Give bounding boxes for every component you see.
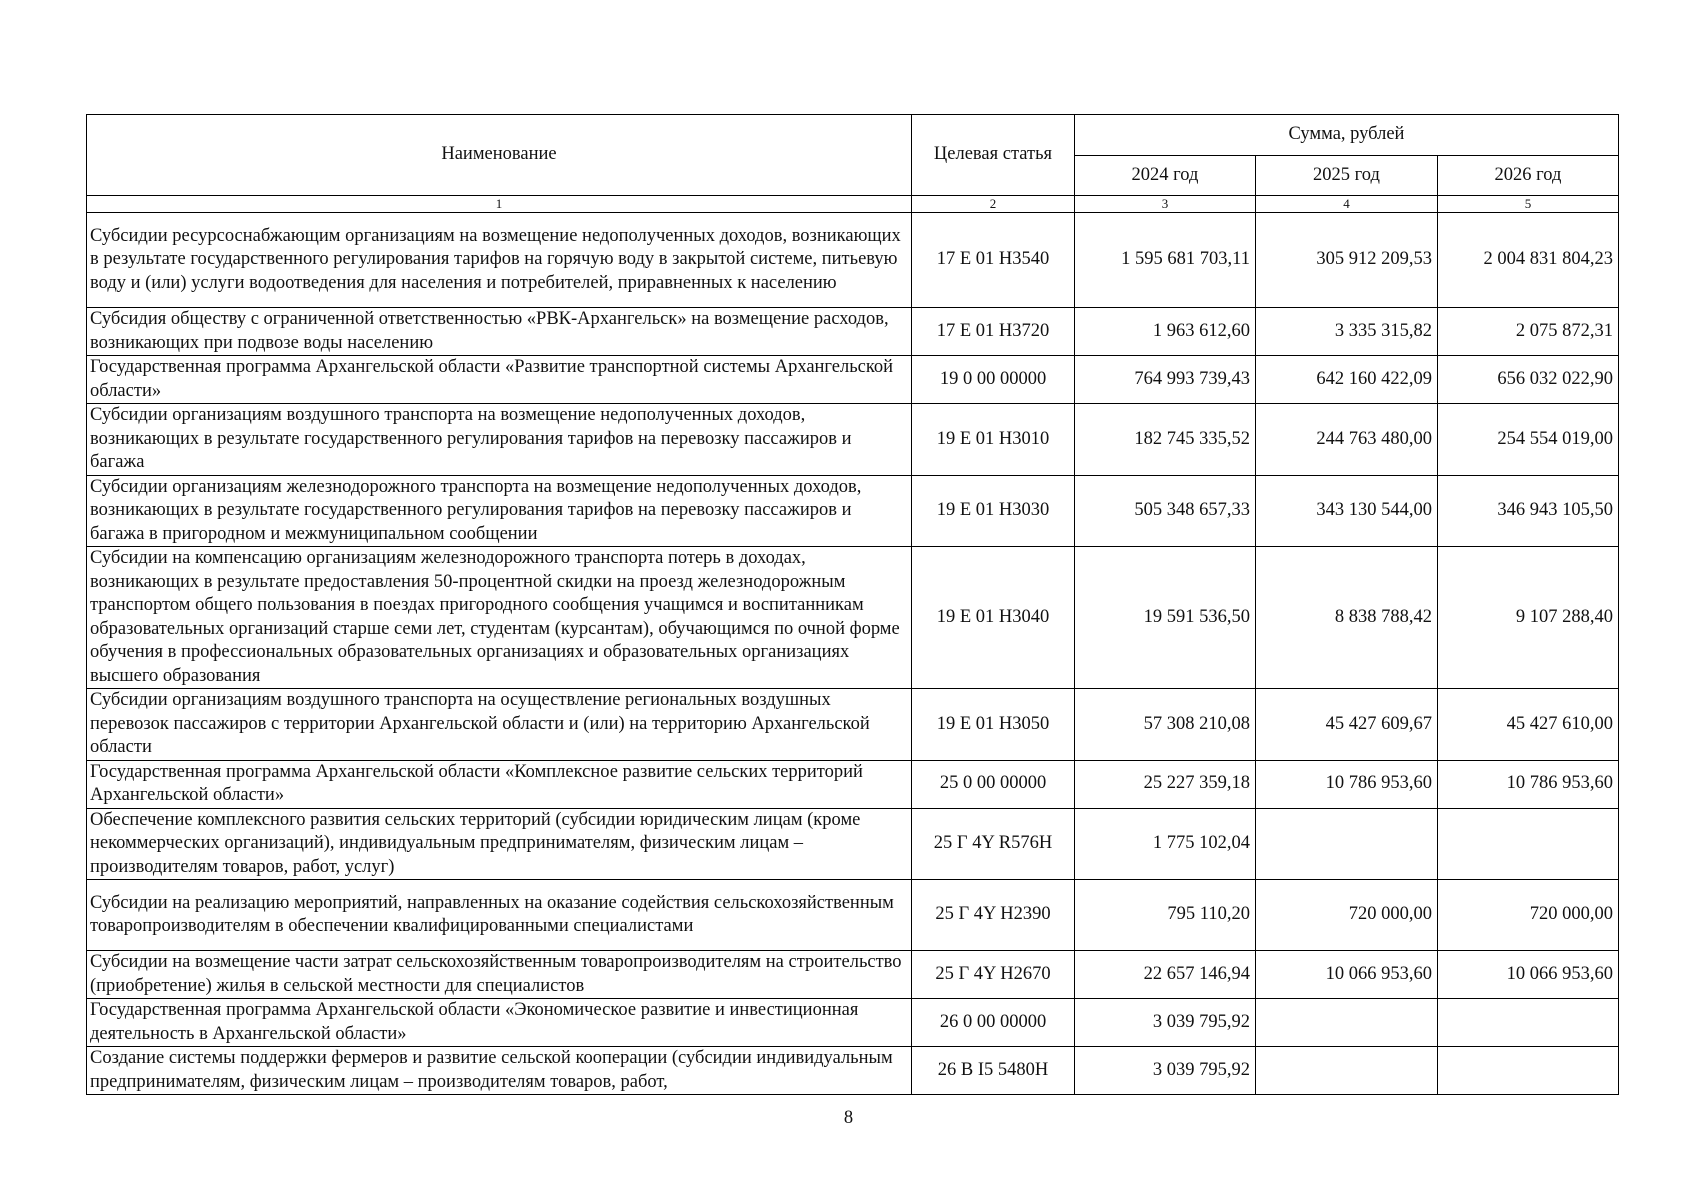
row-amount-2024: 25 227 359,18 (1075, 760, 1256, 808)
row-amount-2026: 2 075 872,31 (1438, 308, 1619, 356)
row-name: Субсидии на возмещение части затрат сельскохозяйственным товаропроизводителям на строительство (приобретение) жилья в сельской местности для специалистов (87, 951, 912, 999)
row-amount-2026 (1438, 808, 1619, 880)
row-amount-2026: 2 004 831 804,23 (1438, 213, 1619, 308)
row-amount-2025: 45 427 609,67 (1256, 689, 1438, 761)
row-code: 25 Г 4Y Н2670 (912, 951, 1075, 999)
row-name: Субсидии организациям железнодорожного транспорта на возмещение недополученных доходов, возникающих в результате государственного регулирования тарифов на перевозку пассажиров и багажа в пригородном и межмуниципальном сообщении (87, 475, 912, 547)
row-amount-2025: 720 000,00 (1256, 880, 1438, 951)
header-year-2025: 2025 год (1256, 156, 1438, 196)
row-code: 19 0 00 00000 (912, 356, 1075, 404)
header-sum: Сумма, рублей (1075, 115, 1619, 156)
row-code: 25 0 00 00000 (912, 760, 1075, 808)
table-row (87, 999, 1619, 1047)
row-amount-2025: 244 763 480,00 (1256, 404, 1438, 476)
row-amount-2024: 1 775 102,04 (1075, 808, 1256, 880)
header-year-2024: 2024 год (1075, 156, 1256, 196)
row-amount-2024: 505 348 657,33 (1075, 475, 1256, 547)
row-amount-2025 (1256, 999, 1438, 1047)
row-amount-2026: 346 943 105,50 (1438, 475, 1619, 547)
row-code: 19 Е 01 Н3030 (912, 475, 1075, 547)
row-code: 25 Г 4Y R576Н (912, 808, 1075, 880)
row-code: 19 Е 01 Н3040 (912, 547, 1075, 689)
table-row (87, 808, 1619, 880)
row-code: 17 Е 01 Н3540 (912, 213, 1075, 308)
row-amount-2024: 22 657 146,94 (1075, 951, 1256, 999)
row-name: Субсидии на компенсацию организациям железнодорожного транспорта потерь в доходах, возникающих в результате предоставления 50-процентной скидки на проезд железнодорожным транспортом общего пользования в поездах пригородного сообщения учащимся и воспитанникам образовательных организаций старше семи лет, студентам (курсантам), обучающимся по очной форме обучения в профессиональных образовательных организациях и образовательных организациях высшего образования (87, 547, 912, 689)
row-name: Обеспечение комплексного развития сельских территорий (субсидии юридическим лицам (кроме некоммерческих организаций), индивидуальным предпринимателям, физическим лицам – производителям товаров, работ, услуг) (87, 808, 912, 880)
table-row (87, 213, 1619, 308)
row-amount-2024: 182 745 335,52 (1075, 404, 1256, 476)
budget-table (86, 114, 1619, 1095)
row-amount-2024: 795 110,20 (1075, 880, 1256, 951)
row-amount-2024: 57 308 210,08 (1075, 689, 1256, 761)
row-code: 26 0 00 00000 (912, 999, 1075, 1047)
table-row (87, 356, 1619, 404)
row-amount-2024: 19 591 536,50 (1075, 547, 1256, 689)
table-row (87, 547, 1619, 689)
row-amount-2024: 764 993 739,43 (1075, 356, 1256, 404)
table-row (87, 308, 1619, 356)
row-code: 25 Г 4Y Н2390 (912, 880, 1075, 951)
row-amount-2026: 45 427 610,00 (1438, 689, 1619, 761)
row-amount-2025 (1256, 808, 1438, 880)
row-amount-2024: 3 039 795,92 (1075, 1047, 1256, 1095)
row-amount-2025: 343 130 544,00 (1256, 475, 1438, 547)
row-amount-2025: 642 160 422,09 (1256, 356, 1438, 404)
row-code: 26 В I5 5480Н (912, 1047, 1075, 1095)
column-index: 2 (912, 196, 1075, 213)
row-amount-2025: 305 912 209,53 (1256, 213, 1438, 308)
table-row (87, 880, 1619, 951)
row-amount-2026: 720 000,00 (1438, 880, 1619, 951)
row-name: Создание системы поддержки фермеров и развитие сельской кооперации (субсидии индивидуальным предпринимателям, физическим лицам – производителям товаров, работ, (87, 1047, 912, 1095)
row-code: 17 Е 01 Н3720 (912, 308, 1075, 356)
table-row (87, 1047, 1619, 1095)
page-number: 8 (843, 1108, 854, 1128)
row-amount-2024: 1 595 681 703,11 (1075, 213, 1256, 308)
row-name: Государственная программа Архангельской области «Развитие транспортной системы Архангельской области» (87, 356, 912, 404)
row-name: Субсидии ресурсоснабжающим организациям на возмещение недополученных доходов, возникающих в результате государственного регулирования тарифов на горячую воду в закрытой системе, питьевую воду и (или) услуги водоотведения для населения и потребителей, приравненных к населению (87, 213, 912, 308)
table-row (87, 404, 1619, 476)
row-amount-2025: 10 786 953,60 (1256, 760, 1438, 808)
table-row (87, 689, 1619, 761)
row-name: Субсидии организациям воздушного транспорта на возмещение недополученных доходов, возникающих в результате государственного регулирования тарифов на перевозку пассажиров и багажа (87, 404, 912, 476)
row-name: Субсидии организациям воздушного транспорта на осуществление региональных воздушных перевозок пассажиров с территории Архангельской области и (или) на территорию Архангельской области (87, 689, 912, 761)
row-name: Государственная программа Архангельской области «Комплексное развитие сельских территорий Архангельской области» (87, 760, 912, 808)
row-name: Государственная программа Архангельской области «Экономическое развитие и инвестиционная деятельность в Архангельской области» (87, 999, 912, 1047)
row-amount-2026: 10 786 953,60 (1438, 760, 1619, 808)
row-amount-2026: 656 032 022,90 (1438, 356, 1619, 404)
row-amount-2026 (1438, 999, 1619, 1047)
row-code: 19 Е 01 Н3010 (912, 404, 1075, 476)
header-year-2026: 2026 год (1438, 156, 1619, 196)
column-index: 4 (1256, 196, 1438, 213)
row-amount-2025: 10 066 953,60 (1256, 951, 1438, 999)
header-code: Целевая статья (912, 115, 1075, 196)
row-amount-2026 (1438, 1047, 1619, 1095)
column-index: 3 (1075, 196, 1256, 213)
table-row (87, 760, 1619, 808)
row-amount-2024: 1 963 612,60 (1075, 308, 1256, 356)
table-row (87, 951, 1619, 999)
table-row (87, 475, 1619, 547)
column-index: 1 (87, 196, 912, 213)
row-amount-2025: 3 335 315,82 (1256, 308, 1438, 356)
row-amount-2026: 9 107 288,40 (1438, 547, 1619, 689)
row-amount-2025 (1256, 1047, 1438, 1095)
row-code: 19 Е 01 Н3050 (912, 689, 1075, 761)
row-amount-2024: 3 039 795,92 (1075, 999, 1256, 1047)
column-index: 5 (1438, 196, 1619, 213)
header-name: Наименование (87, 115, 912, 196)
row-name: Субсидии на реализацию мероприятий, направленных на оказание содействия сельскохозяйственным товаропроизводителям в обеспечении квалифицированными специалистами (87, 880, 912, 951)
row-name: Субсидия обществу с ограниченной ответственностью «РВК-Архангельск» на возмещение расходов, возникающих при подвозе воды населению (87, 308, 912, 356)
row-amount-2025: 8 838 788,42 (1256, 547, 1438, 689)
row-amount-2026: 254 554 019,00 (1438, 404, 1619, 476)
row-amount-2026: 10 066 953,60 (1438, 951, 1619, 999)
